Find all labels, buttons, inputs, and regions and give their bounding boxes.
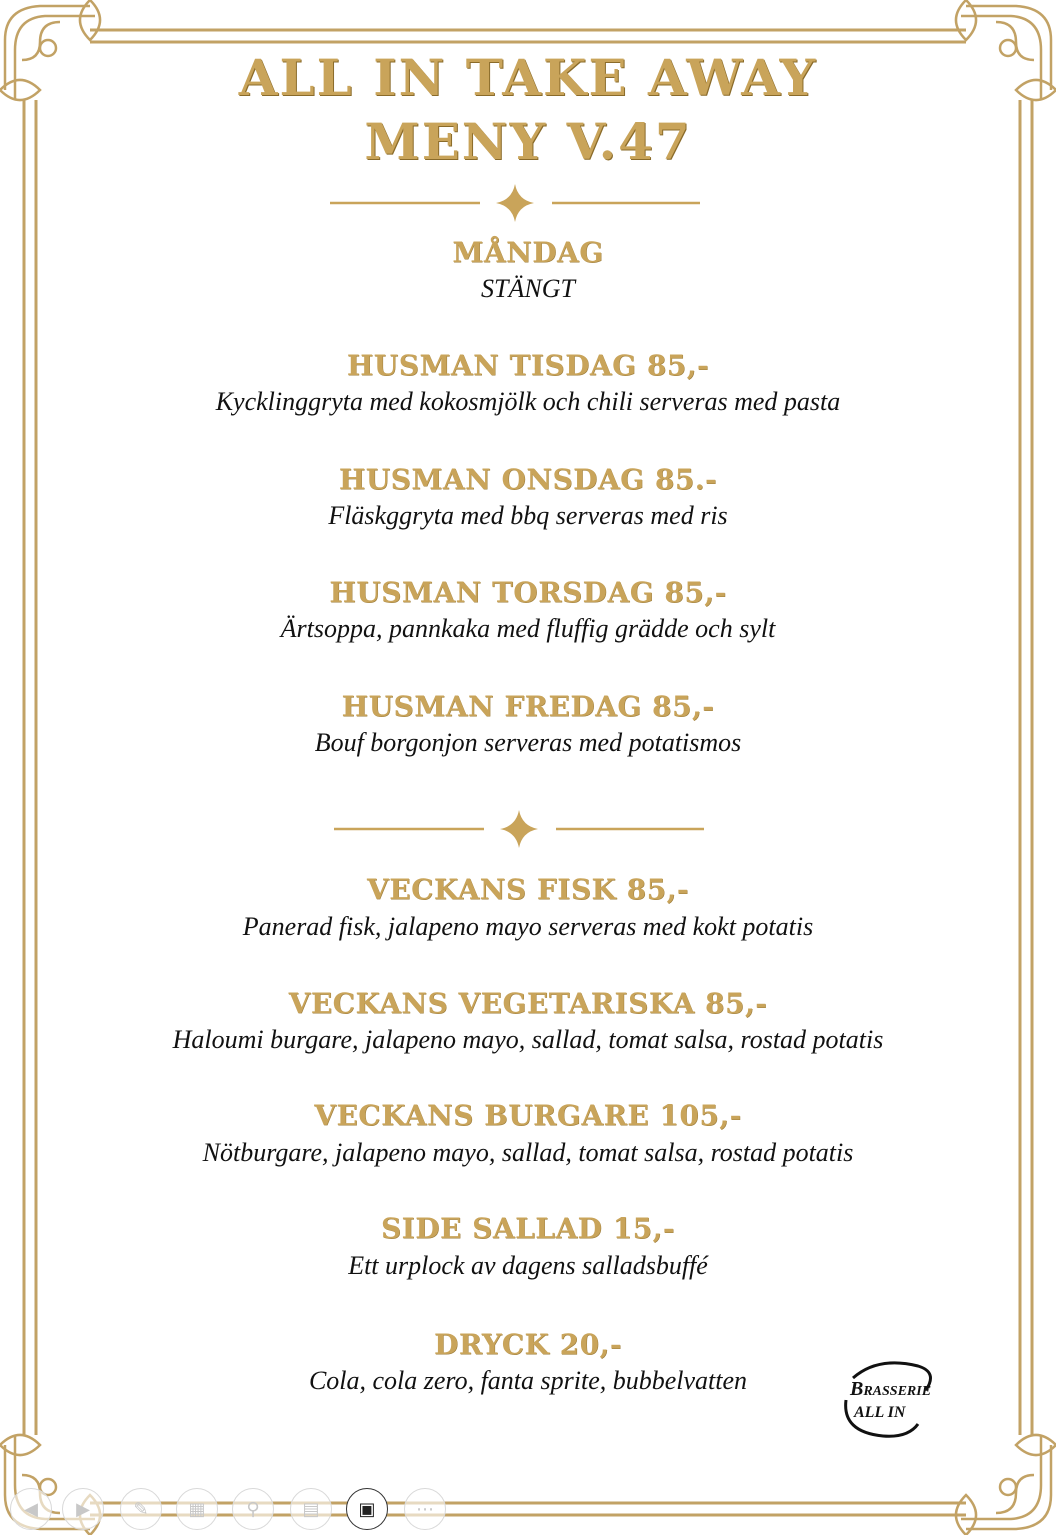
menu-item-heading: HUSMAN ONSDAG 85.- [338,463,718,496]
menu-item-heading: VECKANS BURGARE 105,- [314,1099,742,1132]
slides-icon[interactable]: ▦ [176,1488,218,1530]
menu-item-description: Ett urplock av dagens salladsbuffé [348,1251,708,1280]
menu-item-description: Panerad fisk, jalapeno mayo serveras med kokt potatis [242,912,814,941]
next-icon[interactable]: ▶ [62,1488,104,1530]
logo-brasserie-text: Brasserie [850,1378,932,1400]
zoom-icon[interactable]: ⚲ [232,1488,274,1530]
menu-item-heading: VECKANS FISK 85,- [367,873,689,906]
menu-item-heading: HUSMAN TISDAG 85,- [346,349,710,382]
menu-subtitle-week: MENY V.47 [364,112,692,171]
star-icon [496,184,534,222]
logo-allin-text: ALL IN [854,1404,906,1421]
menu-title: ALL IN TAKE AWAY [238,48,818,107]
menu-item-heading: MÅNDAG [452,236,604,269]
presentation-toolbar [0,1478,460,1535]
menu-item-description: Nötburgare, jalapeno mayo, sallad, tomat salsa, rostad potatis [202,1138,854,1167]
prev-icon[interactable]: ◀ [10,1488,52,1530]
menu-item-heading: HUSMAN TORSDAG 85,- [329,576,727,609]
ornamental-divider-top [330,184,700,224]
menu-item-description: Haloumi burgare, jalapeno mayo, sallad, tomat salsa, rostad potatis [172,1025,884,1054]
menu-item-description: Ärtsoppa, pannkaka med fluffig grädde och sylt [280,614,776,643]
menu-item-heading: HUSMAN FREDAG 85,- [341,690,715,723]
menu-item-description: STÄNGT [481,274,575,303]
menu-item-description: Bouf borgonjon serveras med potatismos [314,728,742,757]
ornamental-divider-middle [334,810,704,850]
video-icon[interactable]: ▣ [346,1488,388,1530]
subtitles-icon[interactable]: ▤ [290,1488,332,1530]
menu-item-heading: VECKANS VEGETARISKA 85,- [288,987,768,1020]
menu-item-description: Cola, cola zero, fanta sprite, bubbelvatten [308,1366,748,1395]
menu-item-description: Kycklinggryta med kokosmjölk och chili serveras med pasta [215,387,841,416]
pen-icon[interactable]: ✎ [120,1488,162,1530]
more-icon[interactable]: ⋯ [404,1488,446,1530]
menu-item-heading: SIDE SALLAD 15,- [380,1212,676,1245]
brasserie-logo [838,1360,948,1440]
star-icon [500,810,538,848]
menu-item-heading: DRYCK 20,- [434,1328,622,1361]
menu-item-description: Fläskggryta med bbq serveras med ris [328,501,728,530]
